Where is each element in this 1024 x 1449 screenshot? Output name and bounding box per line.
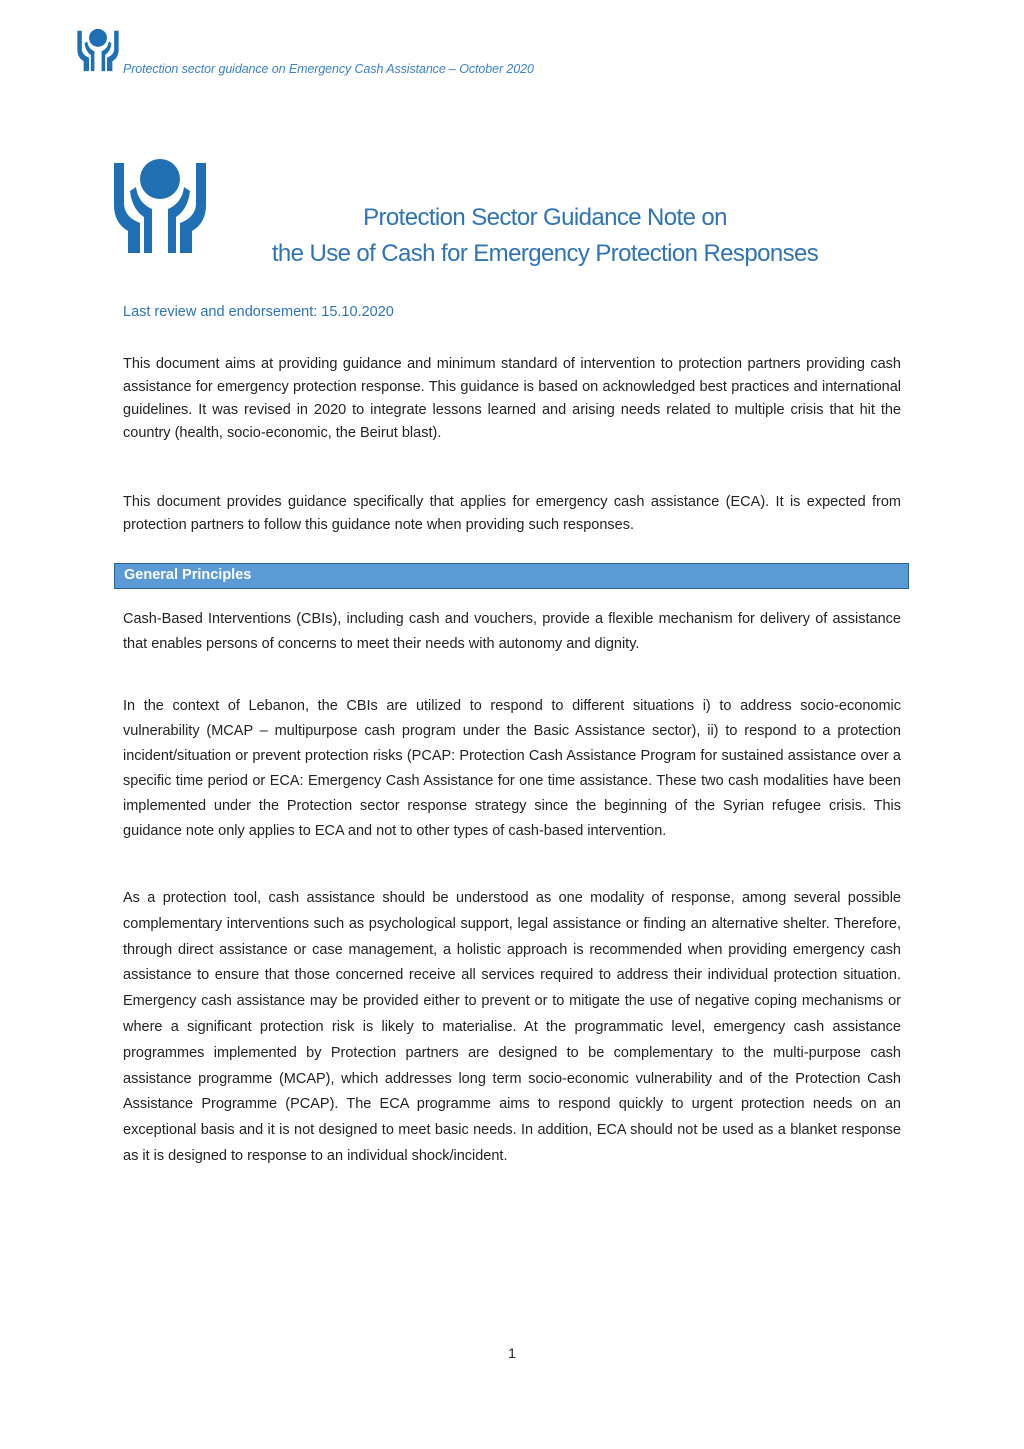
page-number: 1: [508, 1345, 516, 1361]
section-paragraph-1: Cash-Based Interventions (CBIs), including cash and vouchers, provide a flexible mechanism for delivery of assistance that enables persons of concerns to meet their needs with autonomy and dignity.: [123, 611, 901, 652]
intro-paragraph-1: This document aims at providing guidance and minimum standard of intervention to protection partners providing cash assistance for emergency protection response. This guidance is based on acknowledged best practices and international guidelines. It was revised in 2020 to integrate lessons learned and arising needs related to multiple crisis that hit the country (health, socio-economic, the Beirut blast).: [123, 356, 901, 441]
section-paragraph-3: As a protection tool, cash assistance should be understood as one modality of response, among several possible complementary interventions such as psychological support, legal assistance or finding an alternative shelter. Therefore, through direct assistance or case management, a holistic approach is recommended when providing emergency cash assistance to ensure that those concerned receive all services required to address their individual protection situation. Emergency cash assistance may be provided either to prevent or to mitigate the use of negative coping mechanisms or where a significant protection risk is likely to materialise. At the programmatic level, emergency cash assistance programmes implemented by Protection partners are designed to be complementary to the multi-purpose cash assistance programme (MCAP), which addresses long term socio-economic vulnerability and of the Protection Cash Assistance Programme (PCAP). The ECA programme aims to respond quickly to urgent protection needs on an exceptional basis and it is not designed to meet basic needs. In addition, ECA should not be used as a blanket response as it is designed to response to an individual shock/incident.: [123, 890, 901, 1164]
title-line-2: the Use of Cash for Emergency Protection Responses: [271, 240, 819, 267]
review-date: Last review and endorsement: 15.10.2020: [123, 304, 394, 320]
section-heading: General Principles: [124, 567, 252, 583]
section-paragraph-2: In the context of Lebanon, the CBIs are utilized to respond to different situations i) to address socio-economic vulnerability (MCAP – multipurpose cash program under the Basic Assistance sector), ii) to respond to a protection incident/situation or prevent protection risks (PCAP: Protection Cash Assistance Program for sustained assistance over a specific time period or ECA: Emergency Cash Assistance for one time assistance. These two cash modalities have been implemented under the Protection sector response strategy since the beginning of the Syrian refugee crisis. This guidance note only applies to ECA and not to other types of cash-based intervention.: [123, 698, 901, 839]
protection-hands-logo-icon: [69, 28, 127, 72]
document-title: [230, 200, 860, 272]
protection-hands-icon: [108, 157, 212, 255]
running-header: Protection sector guidance on Emergency Cash Assistance – October 2020: [123, 62, 534, 76]
section-heading-bar: [114, 563, 909, 589]
title-line-1: Protection Sector Guidance Note on: [363, 204, 727, 231]
intro-paragraph-2: This document provides guidance specifically that applies for emergency cash assistance (ECA). It is expected from protection partners to follow this guidance note when providing such responses.: [123, 494, 901, 533]
